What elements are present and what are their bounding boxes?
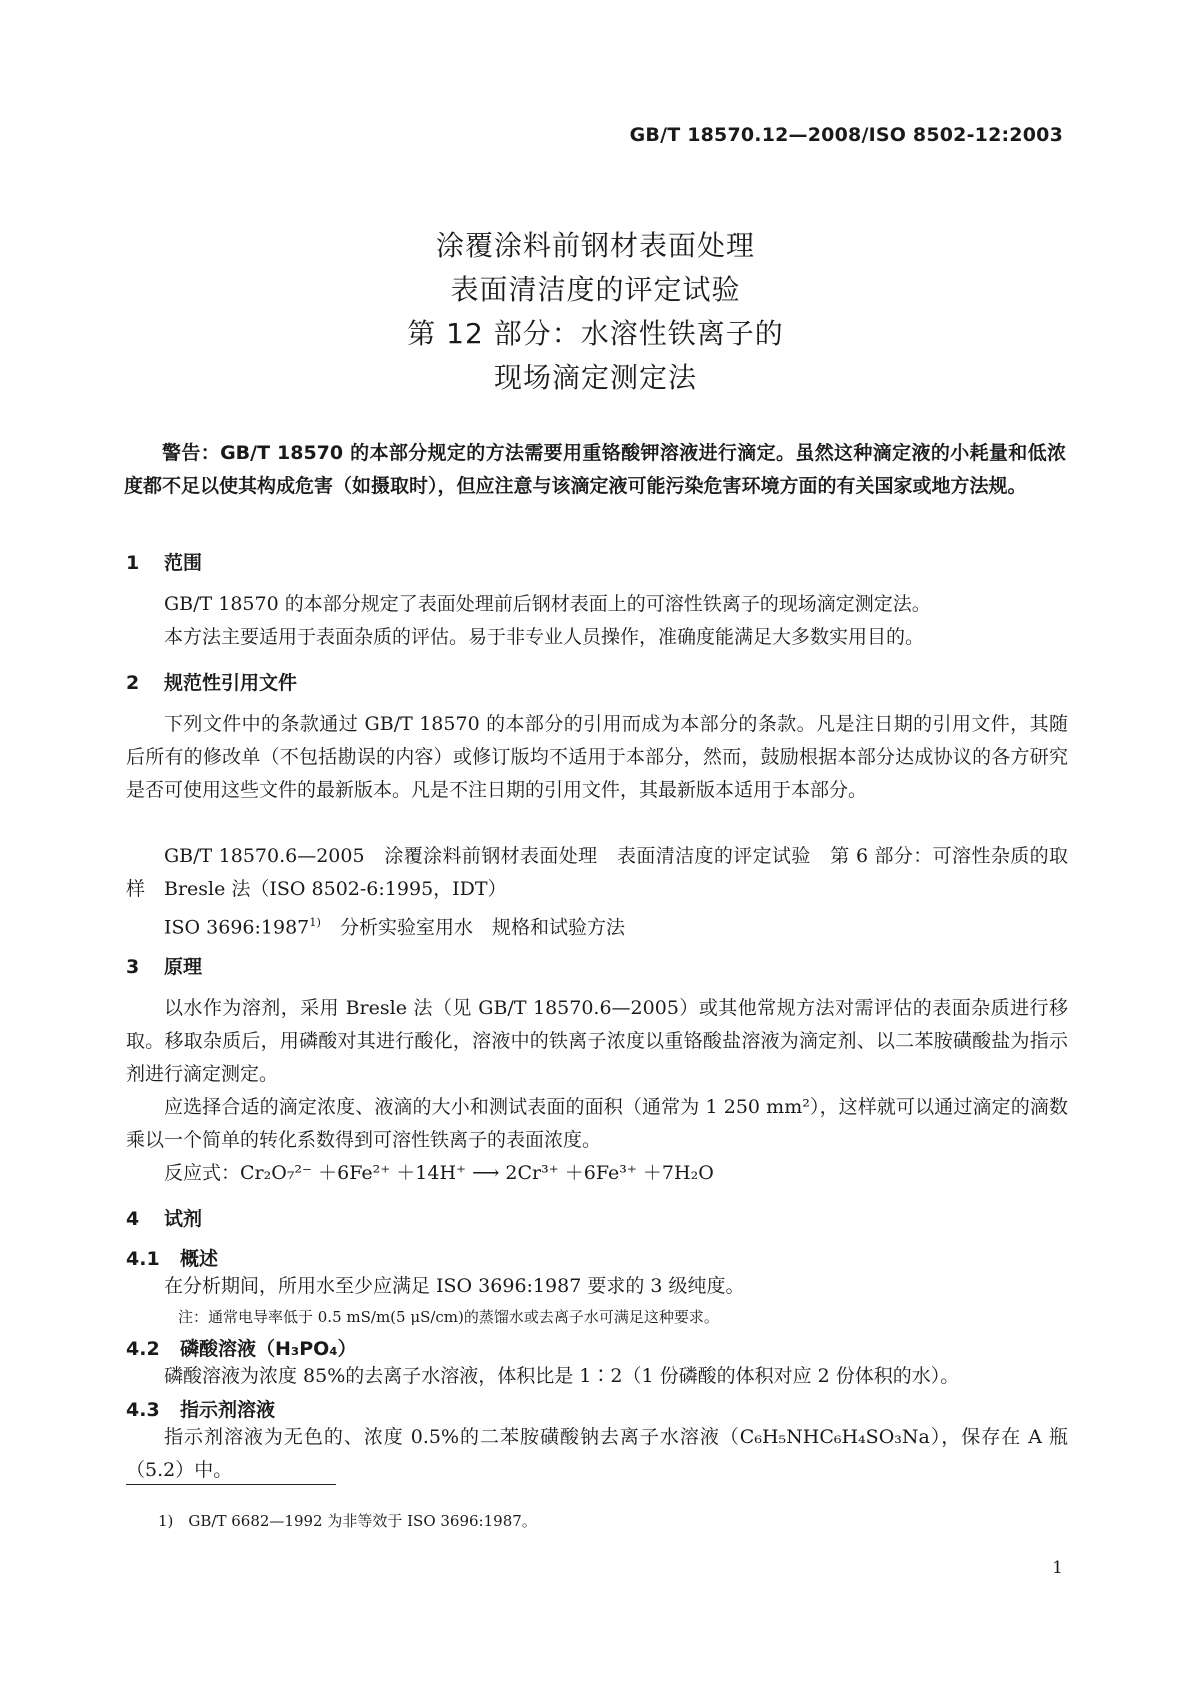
section-number: 2 <box>126 672 140 694</box>
standard-code: GB/T 18570.12—2008/ISO 8502-12:2003 <box>629 124 1063 146</box>
title-line: 涂覆涂料前钢材表面处理 <box>435 229 755 262</box>
normative-reference <box>126 906 1068 944</box>
normative-reference: GB/T 18570.6—2005 涂覆涂料前钢材表面处理 表面清洁度的评定试验 第 6 部分：可溶性杂质的取样 Bresle 法（ISO 8502-6:1995，IDT） <box>126 845 1068 900</box>
title-line: 第 12 部分：水溶性铁离子的 <box>407 317 784 350</box>
section-number: 3 <box>126 956 140 978</box>
section-3-paragraph: 应选择合适的滴定浓度、液滴的大小和测试表面的面积（通常为 1 250 mm²），这样就可以通过滴定的滴数乘以一个简单的转化系数得到可溶性铁离子的表面浓度。 <box>126 1096 1068 1151</box>
section-title: 范围 <box>164 552 203 574</box>
section-1-paragraph: GB/T 18570 的本部分规定了表面处理前后钢材表面上的可溶性铁离子的现场滴定测定法。 <box>164 593 931 615</box>
page-number: 1 <box>1052 1558 1063 1578</box>
footnote: 1) GB/T 6682—1992 为非等效于 ISO 3696:1987。 <box>158 1512 537 1530</box>
subsection-title: 磷酸溶液（H₃PO₄） <box>180 1338 357 1360</box>
section-1-paragraph: 本方法主要适用于表面杂质的评估。易于非专业人员操作，准确度能满足大多数实用目的。 <box>164 626 925 648</box>
warning-paragraph: 警告：GB/T 18570 的本部分规定的方法需要用重铬酸钾溶液进行滴定。虽然这种滴定液的小耗量和低浓度都不足以使其构成危害（如摄取时），但应注意与该滴定液可能污染危害环境方面的有关国家或地方法规。 <box>124 442 1066 497</box>
subsection-title: 指示剂溶液 <box>180 1399 276 1421</box>
subsection-4-1-text: 在分析期间，所用水至少应满足 ISO 3696:1987 要求的 3 级纯度。 <box>164 1275 745 1297</box>
note-text: 注：通常电导率低于 0.5 mS/m(5 μS/cm)的蒸馏水或去离子水可满足这种要求。 <box>178 1308 719 1326</box>
subsection-number: 4.2 <box>126 1338 160 1360</box>
subsection-4-2-heading <box>126 1334 357 1361</box>
subsection-4-2-text: 磷酸溶液为浓度 85%的去离子水溶液，体积比是 1∶2（1 份磷酸的体积对应 2 份体积的水）。 <box>164 1365 960 1387</box>
title-line: 现场滴定测定法 <box>493 361 697 394</box>
title-line: 表面清洁度的评定试验 <box>450 273 741 306</box>
section-number: 1 <box>126 552 140 574</box>
section-2-paragraph: 下列文件中的条款通过 GB/T 18570 的本部分的引用而成为本部分的条款。凡是注日期的引用文件，其随后所有的修改单（不包括勘误的内容）或修订版均不适用于本部分，然而，鼓励根据本部分达成协议的各方研究是否可使用这些文件的最新版本。凡是不注日期的引用文件，其最新版本适用于本部分。 <box>126 713 1068 801</box>
section-number: 4 <box>126 1208 140 1230</box>
subsection-title: 概述 <box>180 1248 219 1270</box>
footnote-divider <box>126 1484 336 1485</box>
section-3-paragraph: 以水作为溶剂，采用 Bresle 法（见 GB/T 18570.6—2005）或其他常规方法对需评估的表面杂质进行移取。移取杂质后，用磷酸对其进行酸化，溶液中的铁离子浓度以重铬酸盐溶液为滴定剂、以二苯胺磺酸盐为指示剂进行滴定测定。 <box>126 997 1068 1085</box>
section-4-heading <box>126 1204 202 1231</box>
footnote-marker: 1) <box>309 915 321 929</box>
reference-code: ISO 3696:1987 <box>164 916 310 939</box>
section-2-heading <box>126 668 297 695</box>
reference-title: 分析实验室用水 规格和试验方法 <box>320 916 625 939</box>
subsection-4-1-heading <box>126 1244 218 1271</box>
section-title: 原理 <box>164 956 203 978</box>
document-title <box>0 224 1191 400</box>
section-title: 规范性引用文件 <box>164 672 298 694</box>
section-title: 试剂 <box>164 1208 203 1230</box>
section-1-heading <box>126 548 202 575</box>
reaction-equation: 反应式：Cr₂O₇²⁻ ＋6Fe²⁺ ＋14H⁺ ⟶ 2Cr³⁺ ＋6Fe³⁺ ＋7H₂O <box>164 1162 714 1184</box>
section-3-heading <box>126 952 202 979</box>
subsection-4-3-heading <box>126 1395 275 1422</box>
subsection-number: 4.3 <box>126 1399 160 1421</box>
subsection-4-3-text: 指示剂溶液为无色的、浓度 0.5%的二苯胺磺酸钠去离子水溶液（C₆H₅NHC₆H₄SO₃Na），保存在 A 瓶（5.2）中。 <box>126 1426 1068 1481</box>
subsection-number: 4.1 <box>126 1248 160 1270</box>
